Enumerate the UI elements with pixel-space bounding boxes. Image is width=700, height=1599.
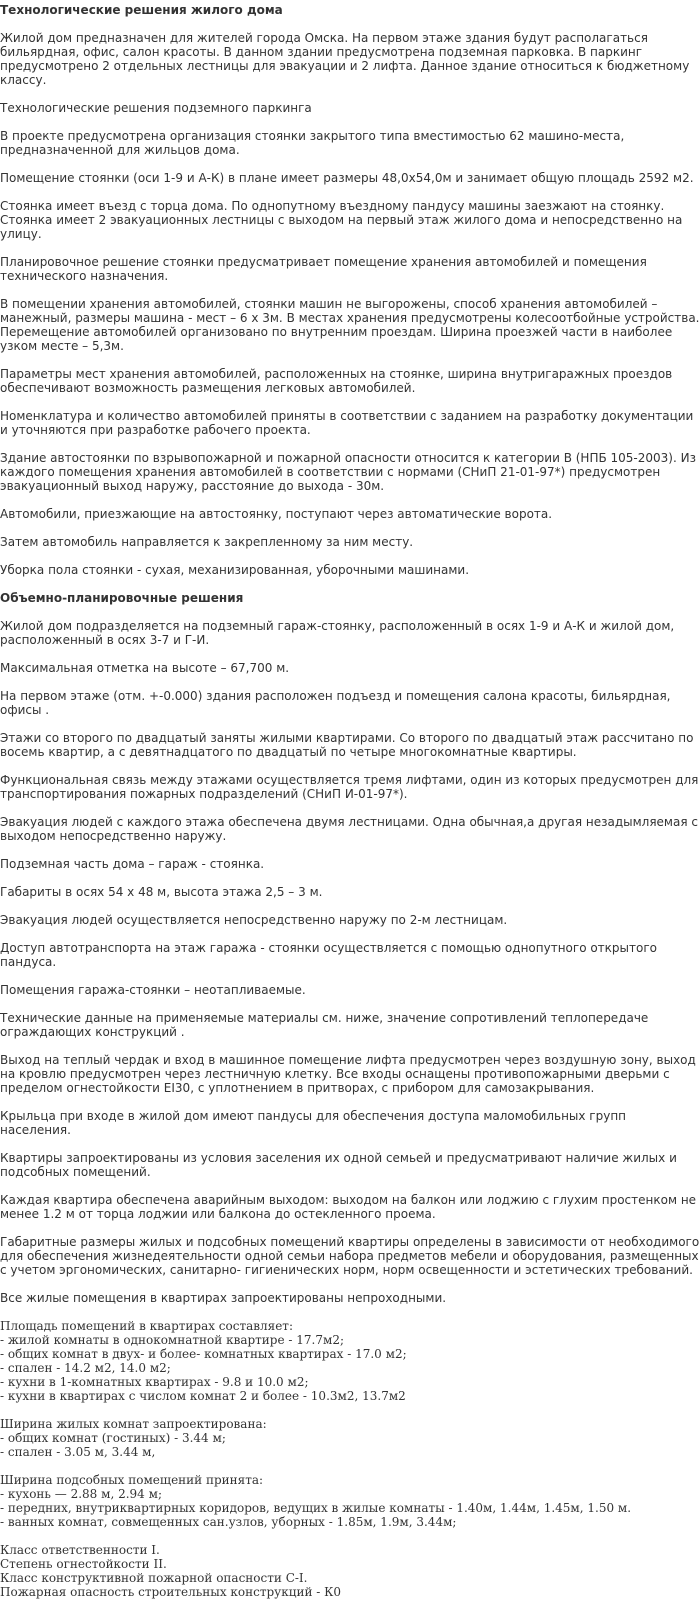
list-item: - кухонь — 2.88 м, 2.94 м; bbox=[0, 1487, 162, 1501]
paragraph: Автомобили, приезжающие на автостоянку, поступают через автоматические ворота. bbox=[0, 507, 553, 521]
paragraph: Подземная часть дома – гараж - стоянка. bbox=[0, 857, 265, 871]
paragraph: Эвакуация людей с каждого этажа обеспечена двумя лестницами. Одна обычная,а другая незадымляемая с выходом непосредственно наружу. bbox=[0, 815, 698, 843]
paragraph: Жилой дом подразделяется на подземный гараж-стоянку, расположенный в осях 1-9 и А-К и жилой дом, расположенный в осях 3-7 и Г-И. bbox=[0, 619, 675, 647]
paragraph: Здание автостоянки по взрывопожарной и пожарной опасности относится к категории В (НПБ 105-2003). Из каждого помещения хранения автомобилей в соответствии с нормами (СНиП 21-01-97*) предусмотрен эвакуационный выход наружу, расстояние до выхода - 30м. bbox=[0, 451, 696, 493]
section-heading-planning: Объемно-планировочные решения bbox=[0, 591, 244, 605]
paragraph: Максимальная отметка на высоте – 67,700 м. bbox=[0, 661, 290, 675]
paragraph: Жилой дом предназначен для жителей города Омска. На первом этаже здания будут располагаться бильярдная, офис, салон красоты. В данном здании предусмотрена подземная парковка. В паркинг предусмотрено 2 отдельных лестницы для эвакуации и 2 лифта. Данное здание относиться к бюджетному классу. bbox=[0, 31, 690, 87]
list-item: - кухни в 1-комнатных квартирах - 9.8 и 10.0 м2; bbox=[0, 1375, 309, 1389]
paragraph: Номенклатура и количество автомобилей приняты в соответствии с заданием на разработку документации и уточняются при разработке рабочего проекта. bbox=[0, 409, 694, 437]
list-item: Ширина жилых комнат запроектирована: bbox=[0, 1417, 267, 1431]
paragraph: Все жилые помещения в квартирах запроектированы непроходными. bbox=[0, 1291, 447, 1305]
list-item: Ширина подсобных помещений принята: bbox=[0, 1473, 264, 1487]
paragraph: Затем автомобиль направляется к закрепленному за ним месту. bbox=[0, 535, 414, 549]
list-item: Класс ответственности I. bbox=[0, 1543, 160, 1557]
paragraph: Выход на теплый чердак и вход в машинное помещение лифта предусмотрен через воздушную зону, выход на кровлю предусмотрен через лестничную клетку. Все входы оснащены противопожарными дверьми с пределом огнестойкости EI30, с уплотнением в притворах, с прибором для самозакрывания. bbox=[0, 1053, 696, 1095]
list-item: Степень огнестойкости II. bbox=[0, 1557, 167, 1571]
list-item: - ванных комнат, совмещенных сан.узлов, уборных - 1.85м, 1.9м, 3.44м; bbox=[0, 1515, 457, 1529]
list-item: - общих комнат (гостиных) - 3.44 м; bbox=[0, 1431, 226, 1445]
paragraph: В проекте предусмотрена организация стоянки закрытого типа вместимостью 62 машино-места, предназначенной для жильцов дома. bbox=[0, 129, 625, 157]
paragraph: Этажи со второго по двадцатый заняты жилыми квартирами. Со второго по двадцатый этаж рассчитано по восемь квартир, а с девятнадцатого по двадцатый по четыре многокомнатные квартиры. bbox=[0, 731, 694, 759]
paragraph: Эвакуация людей осуществляется непосредственно наружу по 2-м лестницам. bbox=[0, 913, 508, 927]
paragraph: Уборка пола стоянки - сухая, механизированная, уборочными машинами. bbox=[0, 563, 470, 577]
area-list bbox=[0, 1319, 700, 1403]
section-heading-tech-house: Технологические решения жилого дома bbox=[0, 3, 283, 17]
paragraph: Габаритные размеры жилых и подсобных помещений квартиры определены в зависимости от необходимого для обеспечения жизнедеятельности одной семьи набора предметов мебели и оборудования, размещенных с учетом эргономических, санитарно- гигиенических норм, норм освещенности и эстетических требований. bbox=[0, 1235, 700, 1277]
paragraph: В помещении хранения автомобилей, стоянки машин не выгорожены, способ хранения автомобилей – манежный, размеры машина - мест – 6 х 3м. В местах хранения предусмотрены колесоотбойные устройства. Перемещение автомобилей организовано по внутренним проездам. Ширина проезжей части в наиболее узком месте – 5,3м. bbox=[0, 297, 700, 353]
paragraph: Технические данные на применяемые материалы см. ниже, значение сопротивлений теплопередаче ограждающих конструкций . bbox=[0, 1011, 649, 1039]
list-item: - спален - 14.2 м2, 14.0 м2; bbox=[0, 1361, 171, 1375]
list-item: - общих комнат в двух- и более- комнатных квартирах - 17.0 м2; bbox=[0, 1347, 407, 1361]
paragraph: Квартиры запроектированы из условия заселения их одной семьей и предусматривают наличие жилых и подсобных помещений. bbox=[0, 1151, 677, 1179]
paragraph: Крыльца при входе в жилой дом имеют пандусы для обеспечения доступа маломобильных групп населения. bbox=[0, 1109, 627, 1137]
list-item: Площадь помещений в квартирах составляет: bbox=[0, 1319, 293, 1333]
list-item: - спален - 3.05 м, 3.44 м, bbox=[0, 1445, 156, 1459]
list-item: Пожарная опасность строительных конструкций - К0 bbox=[0, 1585, 342, 1599]
paragraph: Помещения гаража-стоянки – неотапливаемые. bbox=[0, 983, 306, 997]
paragraph: Каждая квартира обеспечена аварийным выходом: выходом на балкон или лоджию с глухим простенком не менее 1.2 м от торца лоджии или балкона до остекленного проема. bbox=[0, 1193, 697, 1221]
paragraph: Помещение стоянки (оси 1-9 и А-К) в плане имеет размеры 48,0х54,0м и занимает общую площадь 2592 м2. bbox=[0, 171, 694, 185]
paragraph: Планировочное решение стоянки предусматривает помещение хранения автомобилей и помещения технического назначения. bbox=[0, 255, 647, 283]
class-list bbox=[0, 1543, 700, 1599]
paragraph: Стоянка имеет въезд с торца дома. По однопутному въездному пандусу машины заезжают на стоянку. Стоянка имеет 2 эвакуационных лестницы с выходом на первый этаж жилого дома и непосредственно на улицу. bbox=[0, 199, 683, 241]
paragraph: Функциональная связь между этажами осуществляется тремя лифтами, один из которых предусмотрен для транспортирования пожарных подразделений (СНиП И-01-97*). bbox=[0, 773, 699, 801]
list-item: Класс конструктивной пожарной опасности С-I. bbox=[0, 1571, 308, 1585]
paragraph: Габариты в осях 54 х 48 м, высота этажа 2,5 – 3 м. bbox=[0, 885, 323, 899]
living-width-list bbox=[0, 1417, 700, 1459]
list-item: - кухни в квартирах с числом комнат 2 и более - 10.3м2, 13.7м2 bbox=[0, 1389, 406, 1403]
paragraph: Параметры мест хранения автомобилей, расположенных на стоянке, ширина внутригаражных проездов обеспечивают возможность размещения легковых автомобилей. bbox=[0, 367, 673, 395]
paragraph: На первом этаже (отм. +-0.000) здания расположен подъезд и помещения салона красоты, бильярдная, офисы . bbox=[0, 689, 671, 717]
list-item: - жилой комнаты в однокомнатной квартире - 17.7м2; bbox=[0, 1333, 344, 1347]
paragraph: Доступ автотранспорта на этаж гаража - стоянки осуществляется с помощью однопутного открытого пандуса. bbox=[0, 941, 657, 969]
paragraph-subheading-parking: Технологические решения подземного паркинга bbox=[0, 101, 312, 115]
list-item: - передних, внутриквартирных коридоров, ведущих в жилые комнаты - 1.40м, 1.44м, 1.45м, 1.50 м. bbox=[0, 1501, 632, 1515]
utility-width-list bbox=[0, 1473, 700, 1529]
